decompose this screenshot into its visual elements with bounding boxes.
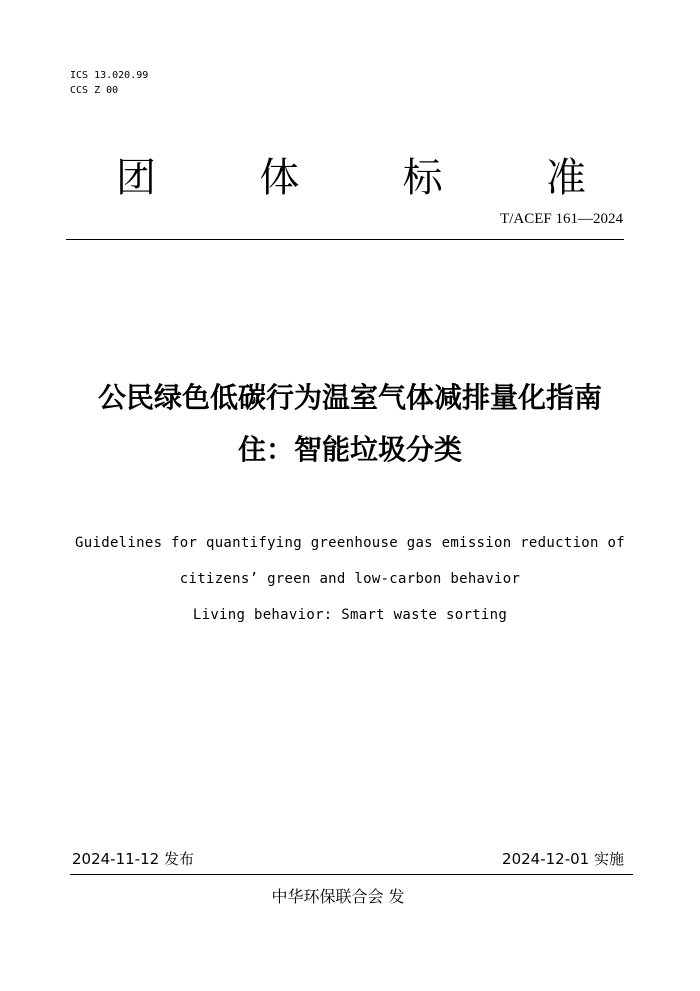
standard-type-char: 标	[402, 155, 443, 201]
publisher: 中华环保联合会 发	[271, 887, 405, 906]
ics-code: ICS 13.020.99	[70, 70, 149, 81]
standard-type-char: 团	[116, 155, 156, 201]
implementation-date: 2024-12-01 实施	[502, 850, 624, 868]
issue-date: 2024-11-12 发布	[72, 850, 194, 868]
ccs-code: CCS Z 00	[70, 85, 119, 96]
chinese-title-line-1: 公民绿色低碳行为温室气体减排量化指南	[97, 381, 602, 414]
english-title-line-3: Living behavior: Smart waste sorting	[192, 607, 508, 623]
english-title-line-1: Guidelines for quantifying greenhouse gas emission reduction of	[75, 535, 625, 551]
english-title-line-2: citizens’ green and low-carbon behavior	[179, 571, 521, 587]
standard-type-char: 准	[545, 155, 586, 201]
classification-codes	[70, 68, 148, 98]
chinese-title	[40, 372, 660, 476]
standard-number: T/ACEF 161—2024	[500, 211, 623, 227]
standard-type-char: 体	[259, 155, 300, 201]
top-divider	[66, 239, 624, 240]
english-title	[40, 525, 660, 633]
bottom-divider	[70, 874, 633, 875]
chinese-title-line-2: 住：智能垃圾分类	[237, 433, 462, 466]
standard-type-heading	[70, 150, 630, 206]
